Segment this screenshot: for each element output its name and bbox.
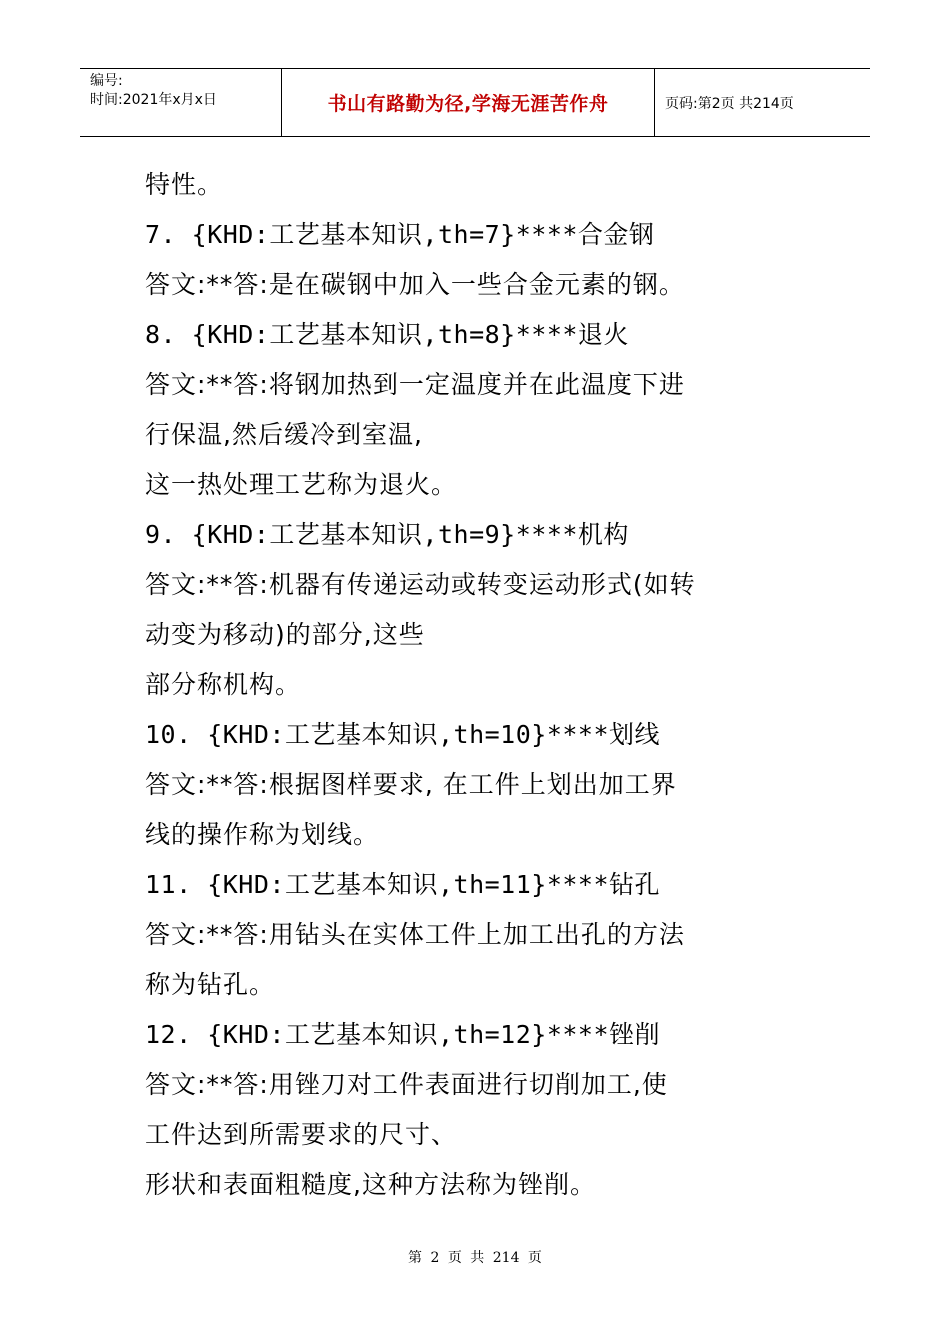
header-meta-cell <box>80 69 282 136</box>
page-header <box>80 68 870 137</box>
answer-line: 称为钻孔。 <box>145 970 276 999</box>
answer-line: 答文:**答:用锉刀对工件表面进行切削加工,使 <box>145 1070 668 1099</box>
answer-line: 行保温,然后缓冷到室温, <box>145 420 423 449</box>
answer-line: 答文:**答:用钻头在实体工件上加工出孔的方法 <box>145 920 685 949</box>
answer-line: 答文:**答:将钢加热到一定温度并在此温度下进 <box>145 370 685 399</box>
answer-line: 动变为移动)的部分,这些 <box>145 620 425 649</box>
question-line: 10. {KHD:工艺基本知识,th=10}****划线 <box>145 720 661 749</box>
answer-line: 答文:**答:根据图样要求, 在工件上划出加工界 <box>145 770 677 799</box>
answer-line: 特性。 <box>145 170 224 199</box>
page-footer: 第 2 页 共 214 页 <box>408 1250 542 1266</box>
code-label: 编号: <box>90 73 123 89</box>
page-info: 页码:第2页 共214页 <box>665 95 794 112</box>
answer-line: 答文:**答:机器有传递运动或转变运动形式(如转 <box>145 570 696 599</box>
header-page-cell <box>655 69 870 136</box>
date-label: 时间:2021年x月x日 <box>90 92 217 108</box>
answer-line: 这一热处理工艺称为退火。 <box>145 470 458 499</box>
motto-text: 书山有路勤为径,学海无涯苦作舟 <box>327 93 609 115</box>
question-line: 8. {KHD:工艺基本知识,th=8}****退火 <box>145 320 629 349</box>
answer-line: 线的操作称为划线。 <box>145 820 380 849</box>
question-line: 12. {KHD:工艺基本知识,th=12}****锉削 <box>145 1020 661 1049</box>
question-line: 11. {KHD:工艺基本知识,th=11}****钻孔 <box>145 870 661 899</box>
answer-line: 工件达到所需要求的尺寸、 <box>145 1120 458 1149</box>
answer-line: 部分称机构。 <box>145 670 302 699</box>
header-motto-cell <box>282 69 655 136</box>
answer-line: 形状和表面粗糙度,这种方法称为锉削。 <box>145 1170 596 1199</box>
question-line: 7. {KHD:工艺基本知识,th=7}****合金钢 <box>145 220 655 249</box>
document-body <box>145 160 825 1210</box>
question-line: 9. {KHD:工艺基本知识,th=9}****机构 <box>145 520 629 549</box>
answer-line: 答文:**答:是在碳钢中加入一些合金元素的钢。 <box>145 270 685 299</box>
